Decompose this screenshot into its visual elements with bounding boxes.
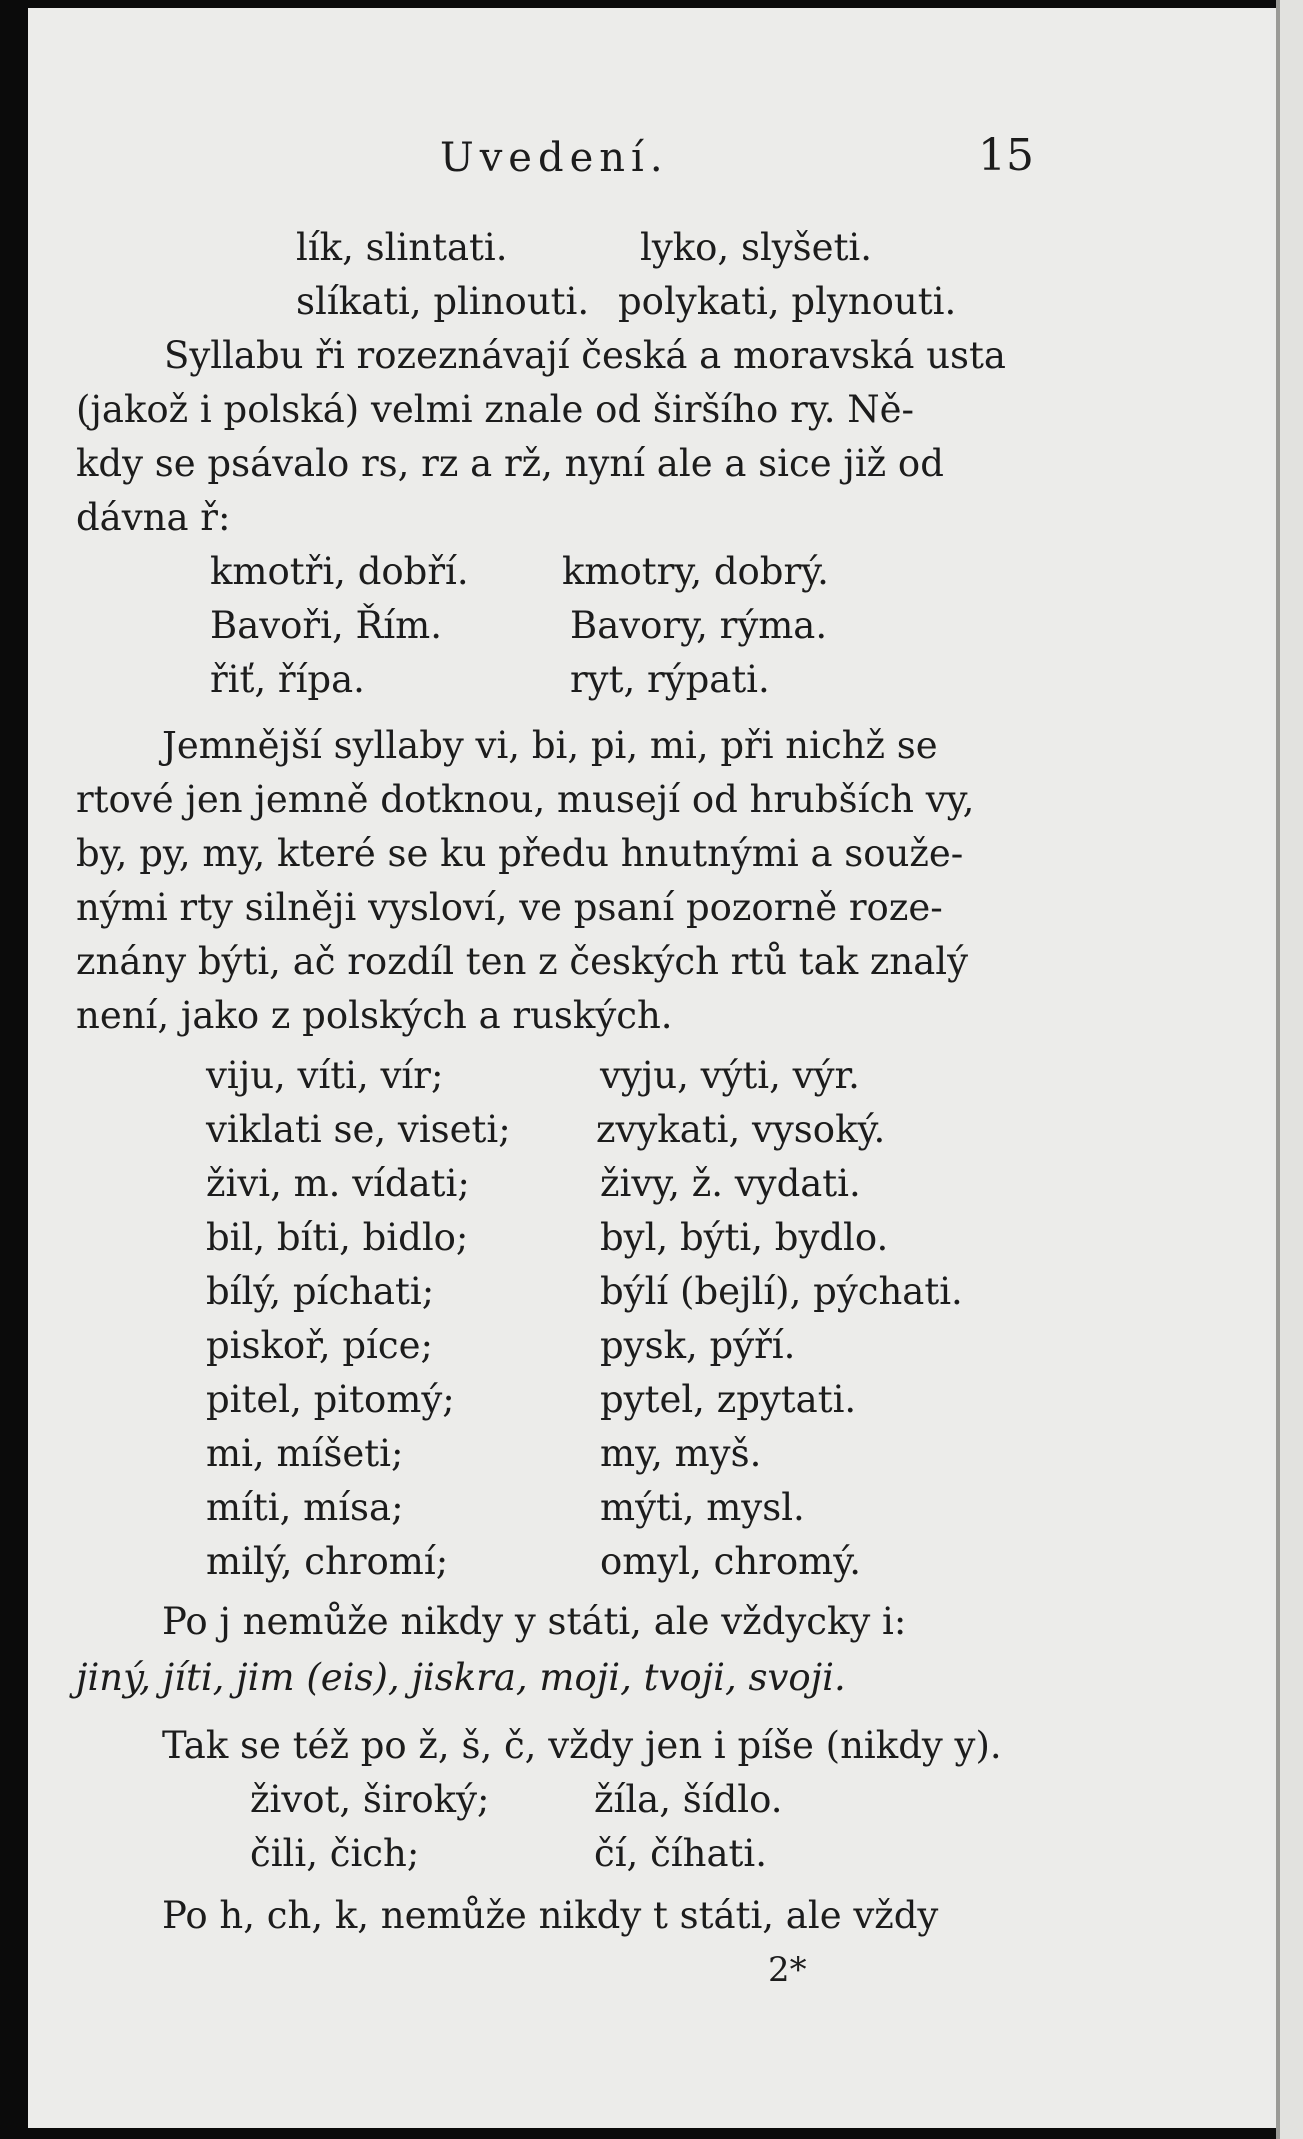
- pair-left: mi, míšeti;: [206, 1432, 404, 1475]
- para2-line: by, py, my, které se ku předu hnutnými a souže-: [76, 832, 964, 875]
- pair-left: živi, m. vídati;: [206, 1162, 470, 1205]
- pair-left: viklati se, viseti;: [206, 1108, 511, 1151]
- para2-line: Jemnější syllaby vi, bi, pi, mi, při nichž se: [162, 724, 938, 767]
- pair-left: míti, mísa;: [206, 1486, 404, 1529]
- pair-right: zvykati, vysoký.: [596, 1108, 886, 1151]
- pair-right: vyju, výti, výr.: [600, 1054, 860, 1097]
- para1-line: kdy se psávalo rs, rz a rž, nyní ale a sice již od: [76, 442, 944, 485]
- para3-line: jiný, jíti, jim (eis), jiskra, moji, tvoji, svoji.: [76, 1656, 846, 1699]
- pair-left: pitel, pitomý;: [206, 1378, 455, 1421]
- pair-left: kmotři, dobří.: [210, 550, 469, 593]
- pair-right: býlí (bejlí), pýchati.: [600, 1270, 963, 1313]
- pair-right: pysk, pýří.: [600, 1324, 796, 1367]
- pair-right: ryt, rýpati.: [570, 658, 770, 701]
- para1-line: (jakož i polská) velmi znale od širšího ry. Ně-: [76, 388, 915, 431]
- pair-left: život, široký;: [250, 1778, 490, 1821]
- pair-right: lyko, slyšeti.: [640, 226, 873, 269]
- para5-line: Po h, ch, k, nemůže nikdy t státi, ale vždy: [162, 1894, 939, 1937]
- page-number: 15: [978, 130, 1034, 181]
- pair-right: byl, býti, bydlo.: [600, 1216, 889, 1259]
- para2-line: rtové jen jemně dotknou, musejí od hrubších vy,: [76, 778, 975, 821]
- para3-line: Po j nemůže nikdy y státi, ale vždycky i:: [162, 1600, 907, 1643]
- running-head: Uvedení.: [440, 135, 669, 181]
- pair-right: omyl, chromý.: [600, 1540, 861, 1583]
- pair-left: piskoř, píce;: [206, 1324, 433, 1367]
- signature-mark: 2*: [768, 1950, 807, 1990]
- para1-line: dávna ř:: [76, 496, 231, 539]
- para4-line: Tak se též po ž, š, č, vždy jen i píše (nikdy y).: [162, 1724, 1002, 1767]
- pair-left: Bavoři, Řím.: [210, 604, 443, 647]
- pair-right: živy, ž. vydati.: [600, 1162, 861, 1205]
- para1-line: Syllabu ři rozeznávají česká a moravská usta: [164, 334, 1006, 377]
- pair-left: bílý, píchati;: [206, 1270, 435, 1313]
- pair-left: viju, víti, vír;: [206, 1054, 444, 1097]
- pair-right: my, myš.: [600, 1432, 762, 1475]
- para2-line: není, jako z polských a ruských.: [76, 994, 673, 1037]
- page-binding-edge: [1276, 0, 1303, 2139]
- pair-left: lík, slintati.: [296, 226, 508, 269]
- pair-right: pytel, zpytati.: [600, 1378, 857, 1421]
- pair-left: slíkati, plinouti.: [296, 280, 590, 323]
- pair-right: kmotry, dobrý.: [562, 550, 829, 593]
- pair-right: Bavory, rýma.: [570, 604, 828, 647]
- pair-left: čili, čich;: [250, 1832, 420, 1875]
- para2-line: nými rty silněji vysloví, ve psaní pozorně roze-: [76, 886, 943, 929]
- para2-line: znány býti, ač rozdíl ten z českých rtů tak znalý: [76, 940, 969, 983]
- pair-left: milý, chromí;: [206, 1540, 449, 1583]
- pair-right: čí, číhati.: [594, 1832, 767, 1875]
- pair-left: bil, bíti, bidlo;: [206, 1216, 469, 1259]
- pair-right: žíla, šídlo.: [594, 1778, 783, 1821]
- pair-right: polykati, plynouti.: [618, 280, 957, 323]
- pair-left: řiť, řípa.: [210, 658, 365, 701]
- pair-right: mýti, mysl.: [600, 1486, 805, 1529]
